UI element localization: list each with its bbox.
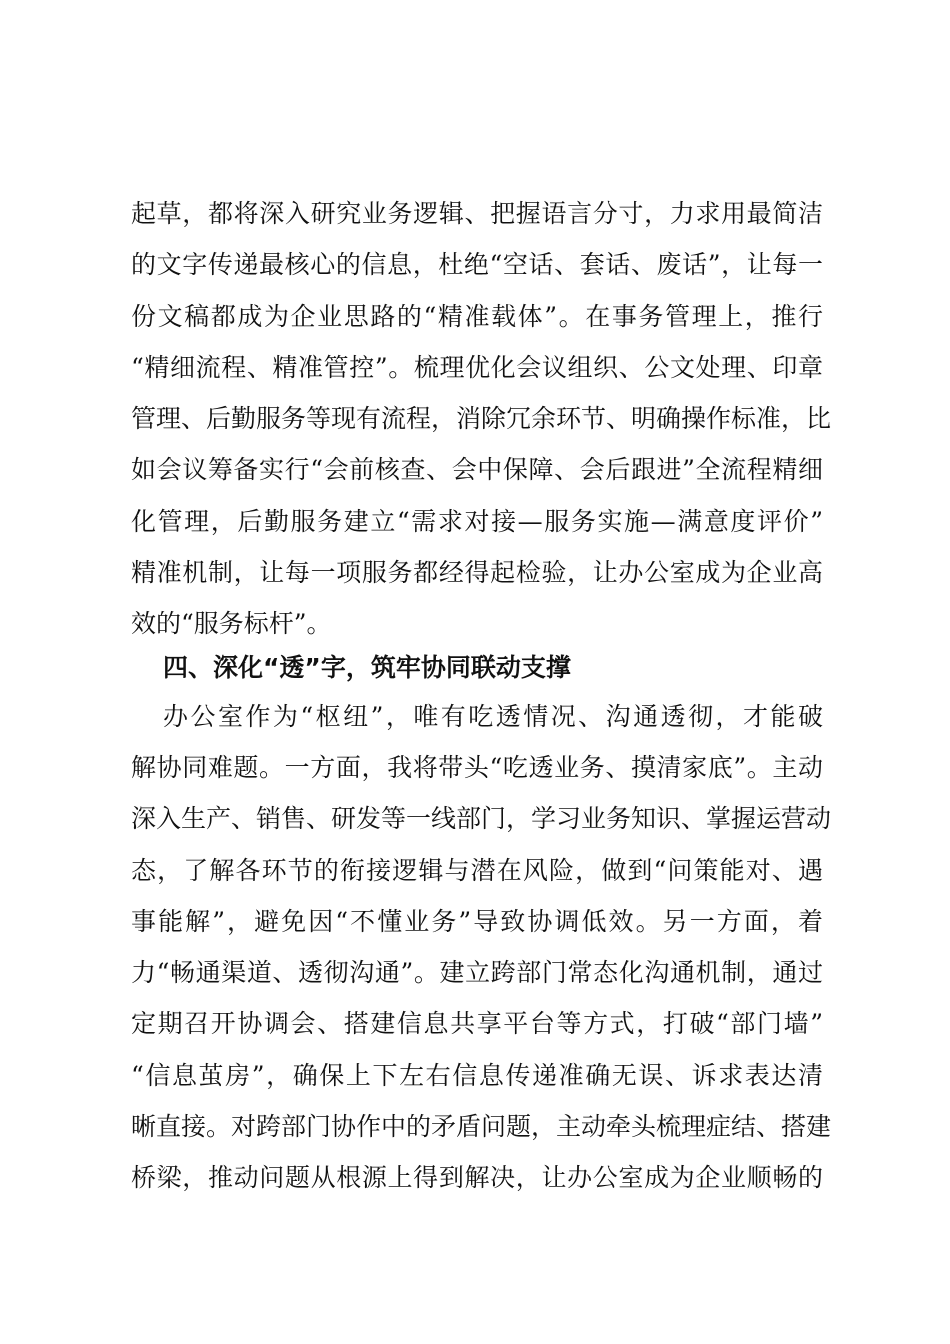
text-line: 晰直接。对跨部门协作中的矛盾问题，主动牵头梳理症结、搭建 [131,1112,832,1142]
text-line: 管理、后勤服务等现有流程，消除冗余环节、明确操作标准，比 [131,404,832,434]
document-page [131,188,832,1204]
text-line: 力“畅通渠道、透彻沟通”。建立跨部门常态化沟通机制，通过 [131,958,823,988]
text-line: 的文字传递最核心的信息，杜绝“空话、套话、废话”，让每一 [131,250,823,280]
text-line: 效的“服务标杆”。 [131,609,332,639]
text-line: 态，了解各环节的衔接逻辑与潜在风险，做到“问策能对、遇 [131,855,823,885]
text-line: 如会议筹备实行“会前核查、会中保障、会后跟进”全流程精细 [131,455,823,485]
text-line: 解协同难题。一方面，我将带头“吃透业务、摸清家底”。主动 [131,752,823,782]
text-line: 事能解”，避免因“不懂业务”导致协调低效。另一方面，着 [131,906,823,936]
section-heading: 四、深化“透”字，筑牢协同联动支撑 [163,652,571,682]
text-line: 起草，都将深入研究业务逻辑、把握语言分寸，力求用最简洁 [131,199,823,228]
paragraph-1 [131,188,832,650]
paragraph-2 [131,691,832,1204]
text-line: 深入生产、销售、研发等一线部门，学习业务知识、掌握运营动 [131,804,832,834]
text-line: 份文稿都成为企业思路的“精准载体”。在事务管理上，推行 [131,301,823,331]
text-line: 桥梁，推动问题从根源上得到解决，让办公室成为企业顺畅的 [131,1163,823,1193]
text-line: 精准机制，让每一项服务都经得起检验，让办公室成为企业高 [131,558,823,588]
text-line: 化管理，后勤服务建立“需求对接—服务实施—满意度评价” [131,506,823,536]
text-line: “信息茧房”，确保上下左右信息传递准确无误、诉求表达清 [131,1060,823,1090]
text-line: “精细流程、精准管控”。梳理优化会议组织、公文处理、印章 [131,352,823,382]
text-line: 办公室作为“枢纽”，唯有吃透情况、沟通透彻，才能破 [163,701,823,731]
text-line: 定期召开协调会、搭建信息共享平台等方式，打破“部门墙” [131,1009,823,1039]
